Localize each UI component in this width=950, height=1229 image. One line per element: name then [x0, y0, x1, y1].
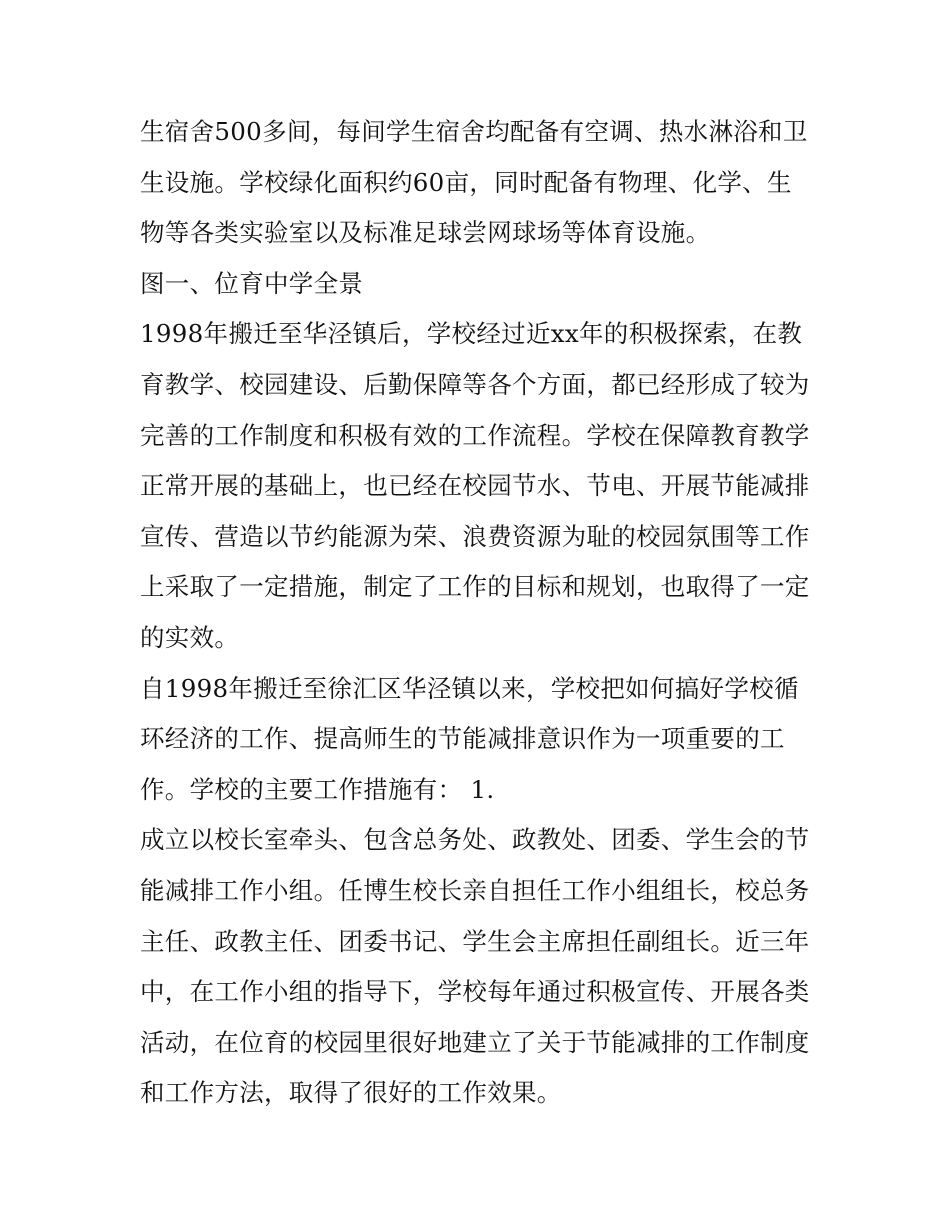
- document-body: [140, 107, 815, 1119]
- text-line: 作。学校的主要工作措施有： 1.: [140, 774, 495, 804]
- text-line: 中，在工作小组的指导下，学校每年通过积极宣传、开展各类: [140, 977, 810, 1007]
- text-line: 自1998年搬迁至徐汇区华泾镇以来，学校把如何搞好学校循: [140, 673, 799, 703]
- text-line: 上采取了一定措施，制定了工作的目标和规划，也取得了一定: [140, 572, 810, 602]
- text-line: 育教学、校园建设、后勤保障等各个方面，都已经形成了较为: [140, 369, 810, 399]
- text-line: 能减排工作小组。任博生校长亲自担任工作小组组长，校总务: [140, 875, 810, 905]
- text-line: 主任、政教主任、团委书记、学生会主席担任副组长。近三年: [140, 926, 810, 956]
- text-line: 1998年搬迁至华泾镇后，学校经过近xx年的积极探索，在教: [140, 319, 803, 349]
- text-line: 生宿舍500多间，每间学生宿舍均配备有空调、热水淋浴和卫: [140, 117, 808, 146]
- text-line: 和工作方法，取得了很好的工作效果。: [140, 1078, 562, 1108]
- text-line: 宣传、营造以节约能源为荣、浪费资源为耻的校园氛围等工作: [140, 521, 810, 551]
- text-line: 活动，在位育的校园里很好地建立了关于节能减排的工作制度: [140, 1027, 810, 1057]
- text-line: 完善的工作制度和积极有效的工作流程。学校在保障教育教学: [140, 420, 810, 450]
- text-line: 生设施。学校绿化面积约60亩，同时配备有物理、化学、生: [140, 167, 792, 197]
- text-line: 环经济的工作、提高师生的节能减排意识作为一项重要的工: [140, 724, 785, 754]
- text-line: 物等各类实验室以及标准足球尝网球场等体育设施。: [140, 218, 711, 248]
- text-line: 成立以校长室牵头、包含总务处、政教处、团委、学生会的节: [140, 825, 810, 855]
- text-line: 正常开展的基础上，也已经在校园节水、节电、开展节能减排: [140, 471, 810, 501]
- figure-caption: 图一、位育中学全景: [140, 268, 364, 298]
- text-line: 的实效。: [140, 622, 240, 652]
